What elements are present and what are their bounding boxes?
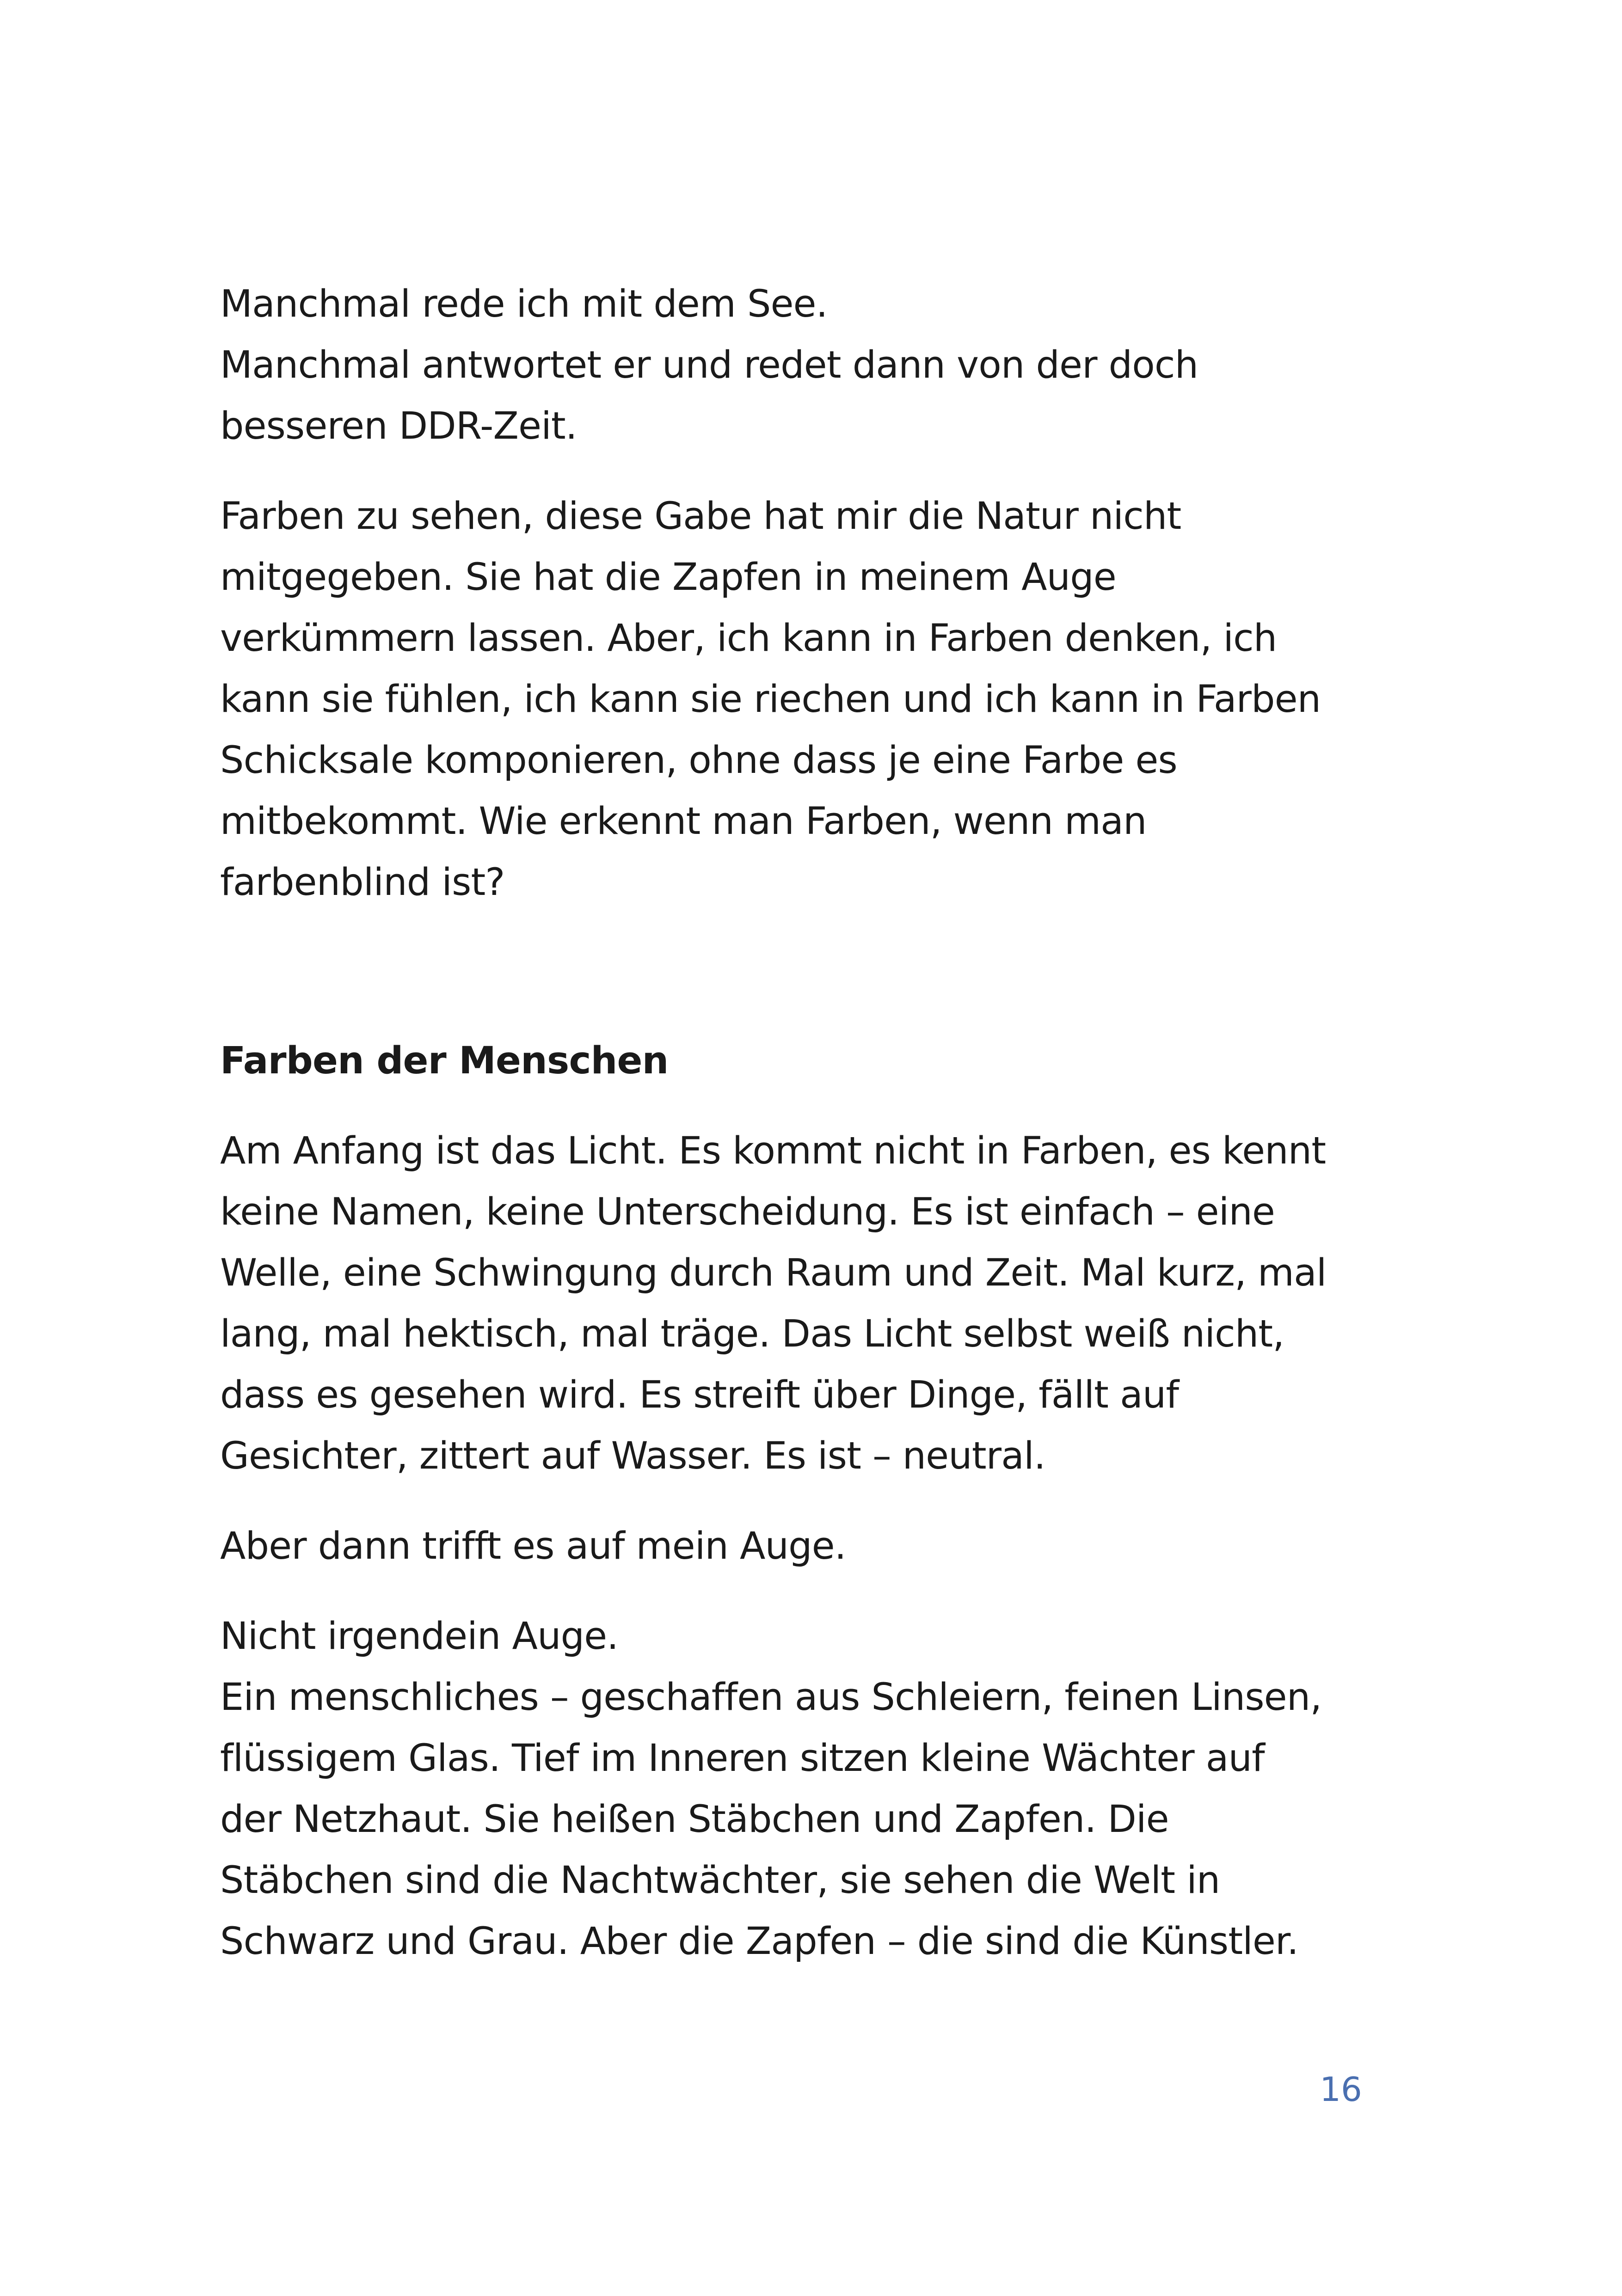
text-line: Farben zu sehen, diese Gabe hat mir die Natur nicht (220, 495, 1181, 538)
text-line: lang, mal hektisch, mal träge. Das Licht selbst weiß nicht, (220, 1312, 1284, 1356)
section-heading: Farben der Menschen (220, 1039, 669, 1083)
text-line: dass es gesehen wird. Es streift über Dinge, fällt auf (220, 1373, 1179, 1417)
text-line: farbenblind ist? (220, 861, 505, 904)
text-line: Welle, eine Schwingung durch Raum und Zeit. Mal kurz, mal (220, 1251, 1327, 1295)
text-line: kann sie fühlen, ich kann sie riechen und ich kann in Farben (220, 678, 1321, 721)
text-line: Aber dann trifft es auf mein Auge. (220, 1525, 846, 1568)
text-line: Ein menschliches – geschaffen aus Schleiern, feinen Linsen, (220, 1676, 1322, 1719)
body-text (220, 274, 1404, 2001)
text-line: keine Namen, keine Unterscheidung. Es ist einfach – eine (220, 1190, 1275, 1234)
text-line: Nicht irgendein Auge. (220, 1615, 619, 1658)
page-number: 16 (1320, 2070, 1362, 2109)
text-line: Stäbchen sind die Nachtwächter, sie sehen die Welt in (220, 1859, 1220, 1902)
text-line: Am Anfang ist das Licht. Es kommt nicht in Farben, es kennt (220, 1129, 1326, 1173)
paragraph-menschliches-auge (220, 1606, 1404, 1972)
paragraph-licht (220, 1120, 1404, 1487)
text-line: der Netzhaut. Sie heißen Stäbchen und Zapfen. Die (220, 1798, 1169, 1841)
paragraph-auge (220, 1516, 1404, 1577)
text-line: besseren DDR-Zeit. (220, 404, 577, 448)
paragraph-farben-sehen (220, 486, 1404, 913)
text-line: Manchmal antwortet er und redet dann von der doch (220, 343, 1198, 387)
text-line: flüssigem Glas. Tief im Inneren sitzen kleine Wächter auf (220, 1737, 1265, 1780)
text-line: Schwarz und Grau. Aber die Zapfen – die sind die Künstler. (220, 1920, 1299, 1963)
text-line: Gesichter, zittert auf Wasser. Es ist – neutral. (220, 1434, 1045, 1478)
paragraph-see (220, 274, 1404, 457)
text-line: verkümmern lassen. Aber, ich kann in Farben denken, ich (220, 617, 1277, 660)
text-line: mitbekommt. Wie erkennt man Farben, wenn man (220, 800, 1147, 843)
text-line: mitgegeben. Sie hat die Zapfen in meinem Auge (220, 556, 1116, 599)
text-line: Schicksale komponieren, ohne dass je eine Farbe es (220, 739, 1177, 782)
text-line: Manchmal rede ich mit dem See. (220, 282, 828, 326)
